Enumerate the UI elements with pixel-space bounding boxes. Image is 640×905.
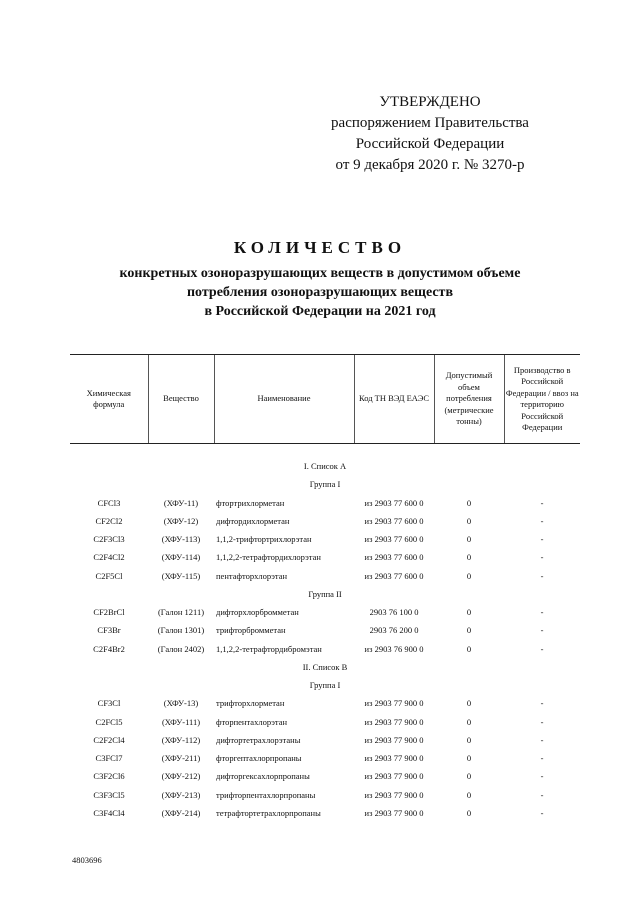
section-heading: Группа II: [308, 588, 342, 599]
substance-cell: (Галон 2402): [157, 643, 205, 654]
header-formula: Химическая формула: [70, 355, 148, 444]
allowed-volume-cell: 0: [466, 807, 472, 818]
section-heading: II. Список B: [302, 661, 348, 672]
section-row: [70, 475, 580, 493]
customs-code-cell: из 2903 77 600 0: [364, 497, 424, 508]
chemical-formula-cell: C2F2Cl4: [93, 734, 125, 745]
production-import-cell: -: [540, 734, 544, 745]
allowed-volume-cell: 0: [466, 698, 472, 709]
header-quantity: Допустимый объем потребления (метрические тонны): [434, 355, 504, 444]
document-subtitle: [0, 264, 640, 321]
section-heading: Группа I: [309, 479, 341, 490]
table-row: [70, 530, 580, 548]
allowed-volume-cell: 0: [466, 734, 472, 745]
production-import-cell: -: [540, 497, 544, 508]
header-name: Наименование: [214, 355, 354, 444]
subtitle-line-2: потребления озоноразрушающих веществ: [186, 285, 453, 300]
section-row: [70, 585, 580, 603]
production-import-cell: -: [540, 789, 544, 800]
substance-table: [70, 457, 580, 822]
production-import-cell: -: [540, 625, 544, 636]
allowed-volume-cell: 0: [466, 570, 472, 581]
substance-cell: (ХФУ-112): [161, 734, 201, 745]
production-import-cell: -: [540, 771, 544, 782]
chemical-formula-cell: C3F3Cl5: [93, 789, 125, 800]
table-row: [70, 621, 580, 639]
header-code: Код ТН ВЭД ЕАЭС: [354, 355, 434, 444]
production-import-cell: -: [540, 515, 544, 526]
table-row: [70, 640, 580, 658]
chemical-formula-cell: CF3Br: [97, 625, 121, 636]
customs-code-cell: из 2903 77 600 0: [364, 570, 424, 581]
substance-cell: (ХФУ-13): [163, 698, 199, 709]
substance-name-cell: трифторпентахлорпропаны: [216, 789, 316, 800]
table-row: [70, 603, 580, 621]
production-import-cell: -: [540, 552, 544, 563]
substance-name-cell: дифтортетрахлорэтаны: [216, 734, 301, 745]
chemical-formula-cell: CFCl3: [97, 497, 121, 508]
allowed-volume-cell: 0: [466, 607, 472, 618]
substance-name-cell: 1,1,2,2-тетрафтордибромэтан: [216, 643, 322, 654]
production-import-cell: -: [540, 643, 544, 654]
footer-document-code: 4803696: [72, 855, 102, 865]
customs-code-cell: из 2903 76 900 0: [364, 643, 424, 654]
customs-code-cell: из 2903 77 900 0: [364, 716, 424, 727]
subtitle-line-1: конкретных озоноразрушающих веществ в допустимом объеме: [119, 266, 521, 281]
table-row: [70, 512, 580, 530]
substance-cell: (ХФУ-115): [161, 570, 201, 581]
substance-name-cell: фтортрихлорметан: [216, 497, 285, 508]
approval-block: [300, 92, 560, 176]
chemical-formula-cell: C2F5Cl: [95, 570, 123, 581]
substance-name-cell: фторпентахлорэтан: [216, 716, 288, 727]
substance-name-cell: трифторхлорметан: [216, 698, 285, 709]
substance-cell: (ХФУ-211): [161, 753, 201, 764]
production-import-cell: -: [540, 534, 544, 545]
substance-name-cell: 1,1,2,2-тетрафтордихлорэтан: [216, 552, 321, 563]
substance-cell: (ХФУ-114): [161, 552, 201, 563]
substance-name-cell: дифтордихлорметан: [216, 515, 290, 526]
customs-code-cell: из 2903 77 900 0: [364, 771, 424, 782]
chemical-formula-cell: C2F3Cl3: [93, 534, 125, 545]
production-import-cell: -: [540, 698, 544, 709]
table-row: [70, 731, 580, 749]
table-row: [70, 694, 580, 712]
allowed-volume-cell: 0: [466, 625, 472, 636]
header-production: Производство в Российской Федерации / ввоз на территорию Российской Федерации: [504, 355, 580, 444]
substance-cell: (ХФУ-11): [163, 497, 199, 508]
production-import-cell: -: [540, 753, 544, 764]
production-import-cell: -: [540, 807, 544, 818]
allowed-volume-cell: 0: [466, 497, 472, 508]
approval-line-3: Российской Федерации: [355, 136, 505, 152]
approval-line-2: распоряжением Правительства: [331, 115, 529, 131]
chemical-formula-cell: CF3Cl: [97, 698, 121, 709]
chemical-formula-cell: C3F2Cl6: [93, 771, 125, 782]
allowed-volume-cell: 0: [466, 643, 472, 654]
chemical-formula-cell: C3FCl7: [95, 753, 123, 764]
table-row: [70, 567, 580, 585]
substance-name-cell: 1,1,2-трифтортрихлорэтан: [216, 534, 312, 545]
substance-name-cell: тетрафтортетрахлорпропаны: [216, 807, 321, 818]
customs-code-cell: из 2903 77 600 0: [364, 552, 424, 563]
section-heading: I. Список А: [303, 461, 347, 472]
chemical-formula-cell: C3F4Cl4: [93, 807, 125, 818]
allowed-volume-cell: 0: [466, 716, 472, 727]
production-import-cell: -: [540, 570, 544, 581]
table-row: [70, 494, 580, 512]
allowed-volume-cell: 0: [466, 515, 472, 526]
chemical-formula-cell: C2FCl5: [95, 716, 123, 727]
substance-cell: (Галон 1301): [157, 625, 205, 636]
header-substance: Вещество: [148, 355, 214, 444]
chemical-formula-cell: CF2Cl2: [95, 515, 123, 526]
allowed-volume-cell: 0: [466, 534, 472, 545]
substance-name-cell: трифторбромметан: [216, 625, 286, 636]
section-row: [70, 457, 580, 475]
substance-name-cell: фторгептахлорпропаны: [216, 753, 302, 764]
subtitle-line-3: в Российской Федерации на 2021 год: [204, 304, 436, 319]
approval-line-4: от 9 декабря 2020 г. № 3270-р: [335, 157, 525, 173]
substance-cell: (Галон 1211): [157, 607, 205, 618]
document-title: КОЛИЧЕСТВО: [233, 238, 407, 257]
substance-cell: (ХФУ-213): [161, 789, 201, 800]
allowed-volume-cell: 0: [466, 771, 472, 782]
customs-code-cell: из 2903 77 900 0: [364, 698, 424, 709]
production-import-cell: -: [540, 607, 544, 618]
substance-cell: (ХФУ-214): [161, 807, 201, 818]
substance-name-cell: пентафторхлорэтан: [216, 570, 288, 581]
customs-code-cell: из 2903 77 900 0: [364, 753, 424, 764]
table-row: [70, 548, 580, 566]
substance-cell: (ХФУ-12): [163, 515, 199, 526]
table-row: [70, 804, 580, 822]
substance-cell: (ХФУ-111): [161, 716, 201, 727]
customs-code-cell: 2903 76 100 0: [369, 607, 419, 618]
allowed-volume-cell: 0: [466, 753, 472, 764]
table-row: [70, 786, 580, 804]
customs-code-cell: из 2903 77 600 0: [364, 534, 424, 545]
table-row: [70, 713, 580, 731]
allowed-volume-cell: 0: [466, 552, 472, 563]
chemical-formula-cell: C2F4Cl2: [93, 552, 125, 563]
section-row: [70, 658, 580, 676]
substance-name-cell: дифторхлорбромметан: [216, 607, 299, 618]
customs-code-cell: из 2903 77 900 0: [364, 734, 424, 745]
substance-cell: (ХФУ-212): [161, 771, 201, 782]
table-row: [70, 767, 580, 785]
allowed-volume-cell: 0: [466, 789, 472, 800]
chemical-formula-cell: CF2BrCl: [93, 607, 125, 618]
substance-cell: (ХФУ-113): [161, 534, 201, 545]
production-import-cell: -: [540, 716, 544, 727]
section-heading: Группа I: [309, 680, 341, 691]
customs-code-cell: из 2903 77 900 0: [364, 807, 424, 818]
customs-code-cell: 2903 76 200 0: [369, 625, 419, 636]
section-row: [70, 676, 580, 694]
customs-code-cell: из 2903 77 600 0: [364, 515, 424, 526]
approval-line-1: УТВЕРЖДЕНО: [379, 94, 481, 110]
table-row: [70, 749, 580, 767]
table-header: [70, 354, 580, 444]
chemical-formula-cell: C2F4Br2: [93, 643, 125, 654]
substance-name-cell: дифторгексахлорпропаны: [216, 771, 310, 782]
customs-code-cell: из 2903 77 900 0: [364, 789, 424, 800]
